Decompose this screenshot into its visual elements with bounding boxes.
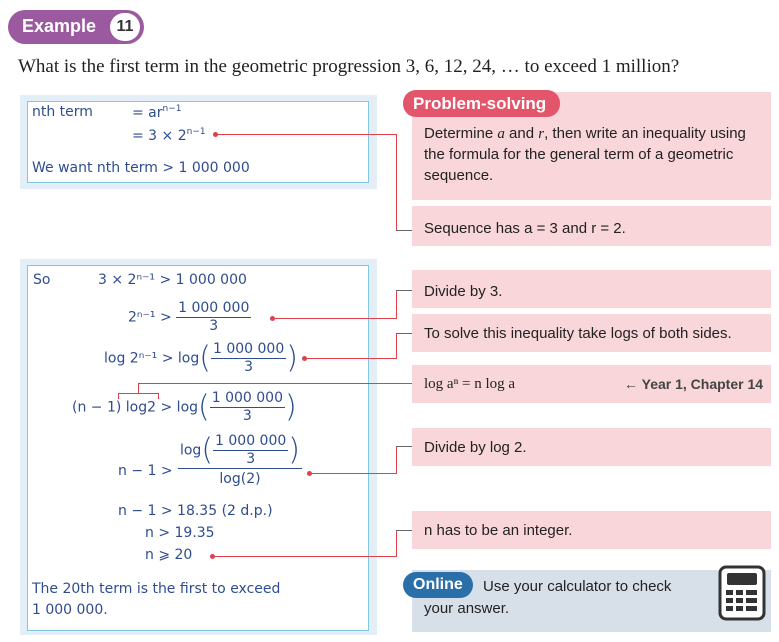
line4-n-minus-1: (n − 1) [72,399,122,416]
line4-log2: log2 [125,399,157,416]
ps-var-a: a [497,126,505,142]
conclusion-line-2: 1 000 000. [32,602,108,618]
calculator-icon [716,565,768,621]
line2-lhs: 2ⁿ⁻¹ > [128,309,172,326]
note-divide3: Divide by 3. [424,283,503,300]
note-integer: n has to be an integer. [424,522,573,539]
numerator: 1 000 000 [178,300,250,316]
online-text-1: Use your calculator to check [483,578,672,595]
denominator: 3 [246,451,256,467]
working-line-1: 3 × 2ⁿ⁻¹ > 1 000 000 [98,272,247,288]
denominator: 3 [209,318,219,334]
ps-var-r: r [538,126,545,142]
nth-term-label [32,104,93,120]
nth-term-substituted [132,127,206,144]
so-label: So [33,272,51,288]
online-text-2: your answer. [424,600,510,617]
want-statement: We want nth term > 1 000 000 [32,160,250,176]
problem-solving-tag: Problem-solving [403,90,560,117]
working-line-8: n ⩾ 20 [145,547,193,563]
numerator: 1 000 000 [211,390,284,406]
note-law: log aⁿ = n log a [424,376,516,392]
ps-text-3: , then write an inequality using [544,125,746,142]
working-line-6: n − 1 > 18.35 (2 d.p.) [118,503,273,519]
example-label: Example [22,16,97,36]
substituted-text: = 3 × 2 [132,128,187,144]
denominator: 3 [244,359,254,375]
question-text: What is the first term in the geometric progression 3, 6, 12, 24, … to exceed 1 million? [18,56,680,77]
example-number: 11 [110,13,140,41]
nth-term-formula [132,104,182,121]
fraction-million-over-3 [211,341,286,376]
denominator: 3 [242,408,252,424]
working-line-2 [128,300,251,335]
working-line-7: n > 19.35 [145,525,215,541]
note-divide-log2: Divide by log 2. [424,439,527,456]
problem-solving-line-3: sequence. [424,167,494,184]
example-badge [8,10,144,44]
working-line-4: (n − 1) log2 > log( $\frac{1 000 000}{3}$ ) [72,389,297,425]
fraction-million-over-3 [176,300,251,335]
formula-ar: = ar [132,105,163,121]
fraction-million-over-3 [213,433,288,468]
formula-exponent: n−1 [162,104,182,114]
line5-lhs: n − 1 > [118,463,173,479]
line5-log: log [179,442,202,459]
chapter-reference: ← Year 1, Chapter 14 [624,376,764,392]
problem-solving-line-1 [424,125,746,143]
working-line-3: log 2ⁿ⁻¹ > log( $\frac{1 000 000}{3}$ ) [104,340,298,376]
numerator: 1 000 000 [215,433,287,449]
online-tag: Online [403,572,473,598]
numerator: 1 000 000 [212,341,285,357]
problem-solving-line-2: the formula for the general term of a geometric [424,146,734,163]
substituted-exponent: n−1 [186,127,206,137]
line4-log: > log [160,399,199,416]
ps-text-2: and [509,125,535,142]
nth-term-text: nth term [32,104,93,120]
note-sequence: Sequence has a = 3 and r = 2. [424,220,626,237]
line5-denominator: log(2) [178,468,302,487]
fraction-million-over-3 [210,390,285,425]
ps-text-1: Determine [424,125,494,142]
conclusion-line-1: The 20th term is the first to exceed [32,581,281,597]
note-logs: To solve this inequality take logs of both sides. [424,325,732,342]
line5-big-fraction: log( $\frac{1 000 000}{3}$ ) log(2) [179,432,301,487]
line3-lhs: log 2ⁿ⁻¹ > log [104,350,200,367]
